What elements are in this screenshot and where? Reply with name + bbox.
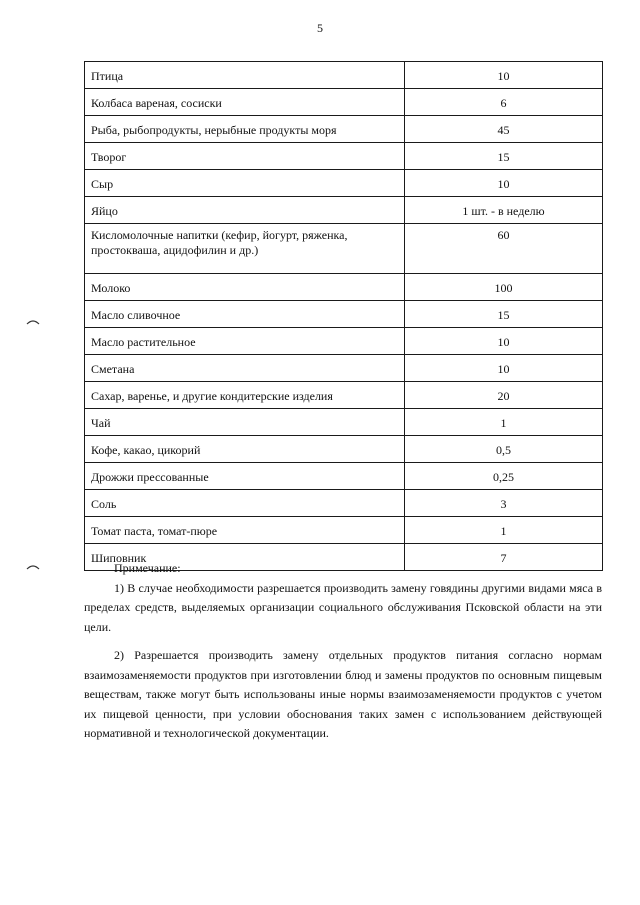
product-cell: Масло сливочное	[85, 301, 405, 328]
amount-cell: 20	[405, 382, 603, 409]
amount-cell: 45	[405, 116, 603, 143]
amount-cell: 1	[405, 517, 603, 544]
margin-mark	[26, 563, 40, 571]
product-cell: Шиповник	[85, 544, 405, 571]
food-norms-table	[84, 61, 603, 571]
table-row	[85, 355, 603, 382]
table-row	[85, 328, 603, 355]
table-row	[85, 197, 603, 224]
amount-cell: 10	[405, 62, 603, 89]
table-row	[85, 143, 603, 170]
amount-cell: 1	[405, 409, 603, 436]
amount-cell: 15	[405, 301, 603, 328]
note-paragraph: 1) В случае необходимости разрешается производить замену говядины другими видами мяса в пределах средств, выделяемых организации социального обслуживания Псковской области на эти цели.	[84, 580, 602, 634]
product-cell: Кисломолочные напитки (кефир, йогурт, ряженка, простокваша, ацидофилин и др.)	[85, 224, 405, 274]
product-cell: Сахар, варенье, и другие кондитерские изделия	[85, 382, 405, 409]
amount-cell: 60	[405, 224, 603, 274]
product-cell: Яйцо	[85, 197, 405, 224]
page-number: 5	[317, 21, 323, 35]
product-cell: Сметана	[85, 355, 405, 382]
product-cell: Дрожжи прессованные	[85, 463, 405, 490]
table-row	[85, 409, 603, 436]
notes-section	[84, 559, 602, 744]
table-row	[85, 436, 603, 463]
table-row	[85, 301, 603, 328]
product-cell: Рыба, рыбопродукты, нерыбные продукты моря	[85, 116, 405, 143]
amount-cell: 100	[405, 274, 603, 301]
amount-cell: 0,25	[405, 463, 603, 490]
product-cell: Кофе, какао, цикорий	[85, 436, 405, 463]
amount-cell: 1 шт. - в неделю	[405, 197, 603, 224]
product-cell: Соль	[85, 490, 405, 517]
product-cell: Птица	[85, 62, 405, 89]
product-cell: Творог	[85, 143, 405, 170]
table-row	[85, 89, 603, 116]
table-row	[85, 116, 603, 143]
amount-cell: 10	[405, 328, 603, 355]
margin-mark	[26, 318, 40, 326]
table-row	[85, 517, 603, 544]
amount-cell: 3	[405, 490, 603, 517]
product-cell: Чай	[85, 409, 405, 436]
product-cell: Молоко	[85, 274, 405, 301]
product-cell: Масло растительное	[85, 328, 405, 355]
table-row	[85, 224, 603, 274]
amount-cell: 10	[405, 355, 603, 382]
amount-cell: 0,5	[405, 436, 603, 463]
table-row	[85, 62, 603, 89]
table-row	[85, 490, 603, 517]
amount-cell: 6	[405, 89, 603, 116]
table-row	[85, 463, 603, 490]
notes-title: Примечание:	[114, 561, 181, 575]
product-cell: Сыр	[85, 170, 405, 197]
product-cell: Колбаса вареная, сосиски	[85, 89, 405, 116]
amount-cell: 10	[405, 170, 603, 197]
table-row	[85, 170, 603, 197]
table-row	[85, 274, 603, 301]
amount-cell: 15	[405, 143, 603, 170]
amount-cell: 7	[405, 544, 603, 571]
table-row	[85, 382, 603, 409]
note-paragraph: 2) Разрешается производить замену отдельных продуктов питания согласно нормам взаимозаменяемости продуктов при изготовлении блюд и замены продуктов по основным пищевым веществам, также могут быть использованы иные нормы взаимозаменяемости продуктов с учетом их пищевой ценности, при условии обоснования таких замен с использованием действующей нормативной и технологической документации.	[84, 648, 602, 740]
product-cell: Томат паста, томат-пюре	[85, 517, 405, 544]
